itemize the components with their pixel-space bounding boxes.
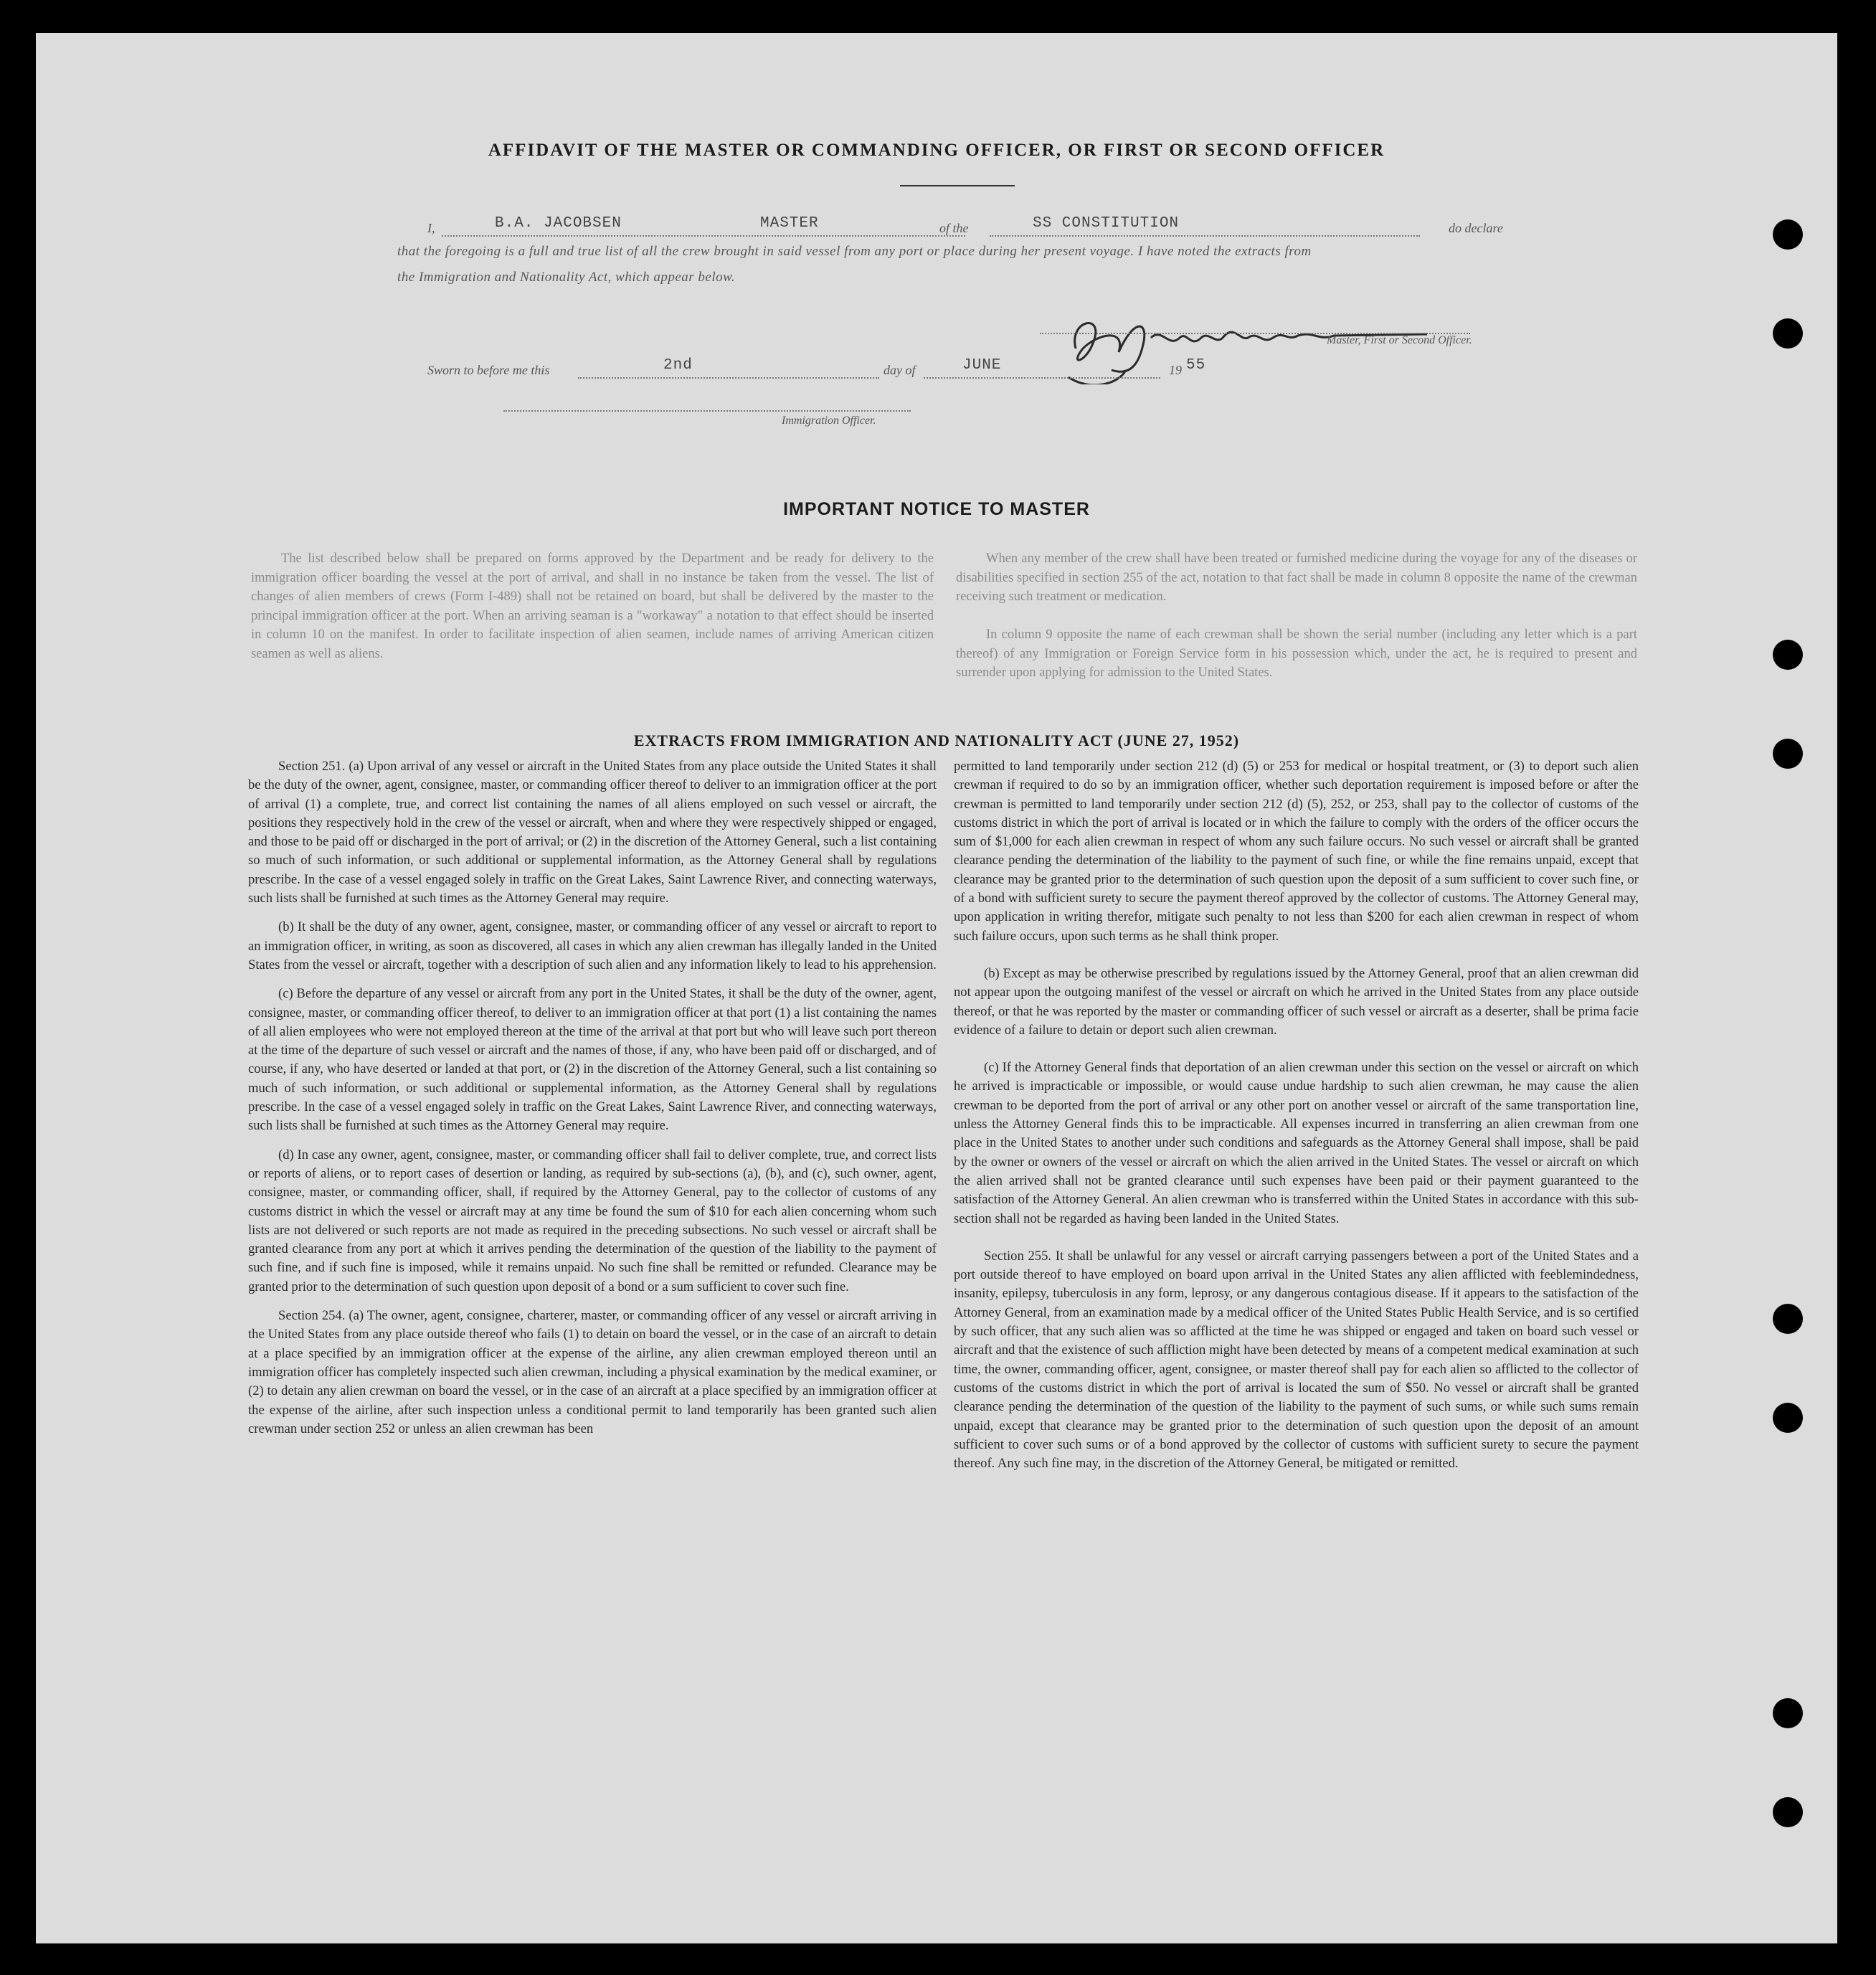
i-label: I,: [427, 221, 435, 235]
notice-right-2: In column 9 opposite the name of each crewman shall be shown the serial number (including any letter which is a part thereof) of any Immigration or Foreign Service form in his possession which, under the act, he is required to present and surrender upon applying for admission to the United States.: [956, 627, 1637, 680]
officer-blank: [503, 410, 911, 412]
section-254-a: Section 254. (a) The owner, agent, consignee, charterer, master, or commanding officer of any vessel or aircraft arriving in the United States from any place outside thereof who fails (1) to detain on board the vessel, or in the case of an aircraft to detain at a place specified by an immigration officer at the expense of the airline, any alien crewman employed thereon until an immigration officer has completely inspected such alien crewman, including a physical examination by the medical examiner, or (2) to detain any alien crewman on board the vessel, or in the case of an aircraft at a place specified by an immigration officer at the expense of the airline, after such inspection unless a conditional permit to land temporarily has been granted such alien crewman under section 252 or unless an alien crewman has been: [248, 1308, 937, 1436]
binder-hole: [1773, 1403, 1803, 1433]
section-251-a: Section 251. (a) Upon arrival of any vessel or aircraft in the United States from any place outside the United States it shall be the duty of the owner, agent, consignee, master, or commanding officer thereof to deliver to an immigration officer at the port of arrival (1) a complete, true, and correct list containing the names of all aliens employed on such vessel or aircraft, the positions they respectively hold in the crew of the vessel or aircraft, when and where they were respectively shipped or engaged, and those to be paid off or discharged in the port of arrival; or (2) in the discretion of the Attorney General, such a list containing so much of such information, or such additional or supplemental information, as the Attorney General shall by regulations prescribe. In the case of a vessel engaged solely in traffic on the Great Lakes, Saint Lawrence River, and connecting waterways, such lists shall be furnished at such times as the Attorney General may require.: [248, 759, 937, 906]
section-255: Section 255. It shall be unlawful for any vessel or aircraft carrying passengers between a port of the United States and a port outside thereof to have employed on board upon arrival in the United States any alien afflicted with feeblemindedness, insanity, epilepsy, tuberculosis in any form, leprosy, or any dangerous contagious disease. If it appears to the satisfaction of the Attorney General, from an examination made by a medical officer of the United States Public Health Service, and is so certified by such officer, that any such alien was so afflicted at the time he was shipped or engaged and taken on board such vessel or aircraft and that the existence of such affliction might have been detected by means of a competent medical examination at such time, the owner, commanding officer, agent, consignee, or master thereof shall pay for each alien so afflicted to the collector of customs of the customs district in which the port of arrival is located the sum of $50. No vessel or aircraft shall be granted clearance pending the determination of the question of the liability to the payment of such sums, or while such sums remain unpaid, except that clearance may be granted prior to the determination of such question upon the deposit of an amount sufficient to cover such sums or of a bond approved by the collector of customs with sufficient surety to secure the payment thereof. Any such fine may, in the discretion of the Attorney General, be mitigated or remitted.: [954, 1248, 1639, 1472]
name-blank: [442, 235, 965, 237]
section-254-a-cont: permitted to land temporarily under section 212 (d) (5) or 253 for medical or hospital treatment, or (3) to deport such alien crewman if required to do so by an immigration officer, whether such deportation requirement is imposed before or after the crewman is permitted to land temporarily under section 212 (d) (5), 252, or 253, shall pay to the collector of customs of the customs district in which the port of arrival is located or in which the failure to comply with the orders of the officer occurs the sum of $1,000 for each alien crewman in respect of whom any such failure occurs. No such vessel or aircraft shall be granted clearance pending the determination of the liability to the payment of such fine, or while the fine remains unpaid, except that clearance may be granted prior to the determination of such question upon the deposit of a sum sufficient to cover such fine, or of a bond with sufficient surety to secure the payment thereof approved by the collector of customs. The Attorney General may, upon application in writing therefor, mitigate such penalty to not less than $200 for each alien crewman in respect of whom such failure occurs, upon such terms as he shall think proper.: [954, 759, 1639, 944]
binder-hole: [1773, 318, 1803, 349]
statement-line-2: the Immigration and Nationality Act, which appear below.: [397, 270, 736, 285]
sworn-day: 2nd: [663, 357, 693, 374]
binder-hole: [1773, 1797, 1803, 1827]
binder-hole: [1773, 1304, 1803, 1334]
of-the-label: of the: [939, 221, 969, 235]
extracts-right-column: [954, 757, 1639, 1483]
title-rule: [900, 185, 1015, 186]
section-254-c: (c) If the Attorney General finds that deportation of an alien crewman under this section on the vessel or aircraft on which he arrived is impracticable or impossible, or would cause undue hardship to such alien crewman, he may cause the alien crewman to be deported from the port of arrival or any other port on another vessel or aircraft of the same transportation line, unless the Attorney General finds this to be impracticable. All expenses incurred in transferring an alien crewman from one place in the United States to another under such conditions and safeguards as the Attorney General shall impose, shall be paid by the owner or owners of the vessel or aircraft on which the alien arrived in the United States. The vessel or aircraft on which the alien arrived shall not be granted clearance until such expenses have been paid or their payment guaranteed to the satisfaction of the Attorney General. An alien crewman who is transferred within the United States in accordance with this sub-section shall not be regarded as having been landed in the United States.: [954, 1060, 1639, 1226]
day-blank: [578, 377, 879, 379]
signature-caption: Master, First or Second Officer.: [1327, 334, 1472, 346]
master-name: B.A. JACOBSEN: [495, 215, 622, 232]
day-of-label: day of: [883, 363, 916, 377]
binder-hole: [1773, 219, 1803, 250]
vessel-blank: [990, 235, 1420, 237]
binder-hole: [1773, 1698, 1803, 1728]
vessel-name: SS CONSTITUTION: [1033, 215, 1180, 232]
sworn-month: JUNE: [962, 357, 1002, 374]
master-rank: MASTER: [760, 215, 819, 232]
extracts-title: EXTRACTS FROM IMMIGRATION AND NATIONALITY ACT (JUNE 27, 1952): [633, 731, 1240, 749]
extracts-left-column: [248, 757, 937, 1449]
section-251-b: (b) It shall be the duty of any owner, agent, consignee, master, or commanding officer of any vessel or aircraft to report to an immigration officer, in writing, as soon as discovered, all cases in which any alien crewman has illegally landed in the United States from the vessel or aircraft, together with a description of such alien and any information likely to lead to his apprehension.: [248, 919, 937, 972]
binder-hole: [1773, 640, 1803, 670]
year-suffix: 55: [1186, 357, 1206, 374]
section-254-b: (b) Except as may be otherwise prescribed by regulations issued by the Attorney General, proof that an alien crewman did not appear upon the outgoing manifest of the vessel or aircraft on which he arrived in the United States from any place outside thereof, or that he was reported by the master or commanding officer of such vessel or aircraft as a deserter, shall be prima facie evidence of a failure to detain or deport such alien crewman.: [954, 965, 1639, 1038]
affidavit-title: AFFIDAVIT OF THE MASTER OR COMMANDING OFFICER, OR FIRST OR SECOND OFFICER: [488, 141, 1385, 160]
year-prefix: 19: [1169, 363, 1182, 377]
do-declare-label: do declare: [1449, 221, 1503, 235]
notice-left: The list described below shall be prepared on forms approved by the Department and be ready for delivery to the immigration officer boarding the vessel at the port of arrival, and shall in no instance be taken from the vessel. The list of changes of alien members of crews (Form I-489) shall not be retained on board, but shall be delivered by the master to the principal immigration officer at the port. When an arriving seaman is a "workaway" a notation to that effect should be inserted in column 10 on the manifest. In order to facilitate inspection of alien seamen, include names of arriving American citizen seamen as well as aliens.: [251, 551, 934, 661]
sworn-label: Sworn to before me this: [427, 363, 550, 377]
statement-line-1: that the foregoing is a full and true list of all the crew brought in said vessel from any port or place during her present voyage. I have noted the extracts from: [397, 244, 1312, 259]
document-page: [36, 33, 1837, 1943]
month-blank: [924, 377, 1160, 379]
notice-right-1: When any member of the crew shall have been treated or furnished medicine during the voyage for any of the diseases or disabilities specified in section 255 of the act, notation to that fact shall be made in column 8 opposite the name of the crewman receiving such treatment or medication.: [956, 551, 1637, 604]
section-251-d: (d) In case any owner, agent, consignee, master, or commanding officer shall fail to deliver complete, true, and correct lists or reports of aliens, or to report cases of desertion or landing, as required by sub-sections (a), (b), and (c), such owner, agent, consignee, master, or commanding officer, shall, if required by the Attorney General, pay to the collector of customs of any customs district in which the vessel or aircraft may at any time be found the sum of $10 for each alien concerning whom such lists are not delivered or such reports are not made as required in the preceding subsections. No such vessel or aircraft shall be granted clearance from any port at which it arrives pending the determination of the question of the liability to the payment of such fine, and if such fine is imposed, while it remains unpaid. No such fine shall be remitted or refunded. Clearance may be granted prior to the determination of such question upon deposit of a bond or a sum sufficient to cover such fine.: [248, 1147, 937, 1294]
notice-title: IMPORTANT NOTICE TO MASTER: [783, 499, 1090, 519]
officer-caption: Immigration Officer.: [782, 415, 876, 427]
section-251-c: (c) Before the departure of any vessel or aircraft from any port in the United States, it shall be the duty of the owner, agent, consignee, master, or commanding officer thereof, to deliver to an immigration officer at that port (1) a list containing the names of all alien employees who were not employed thereon at the time of the arrival at that port but who will leave such port thereon at the time of the departure of such vessel or aircraft and the names of those, if any, who have been paid off or discharged, and of course, if any, who have deserted or landed at that port, or (2) in the discretion of the Attorney General, such a list containing so much of such information, or such additional or supplemental information, as the Attorney General shall by regulations prescribe. In the case of a vessel engaged solely in traffic on the Great Lakes, Saint Lawrence River, and connecting waterways, such lists shall be furnished at such times as the Attorney General may require.: [248, 986, 937, 1134]
